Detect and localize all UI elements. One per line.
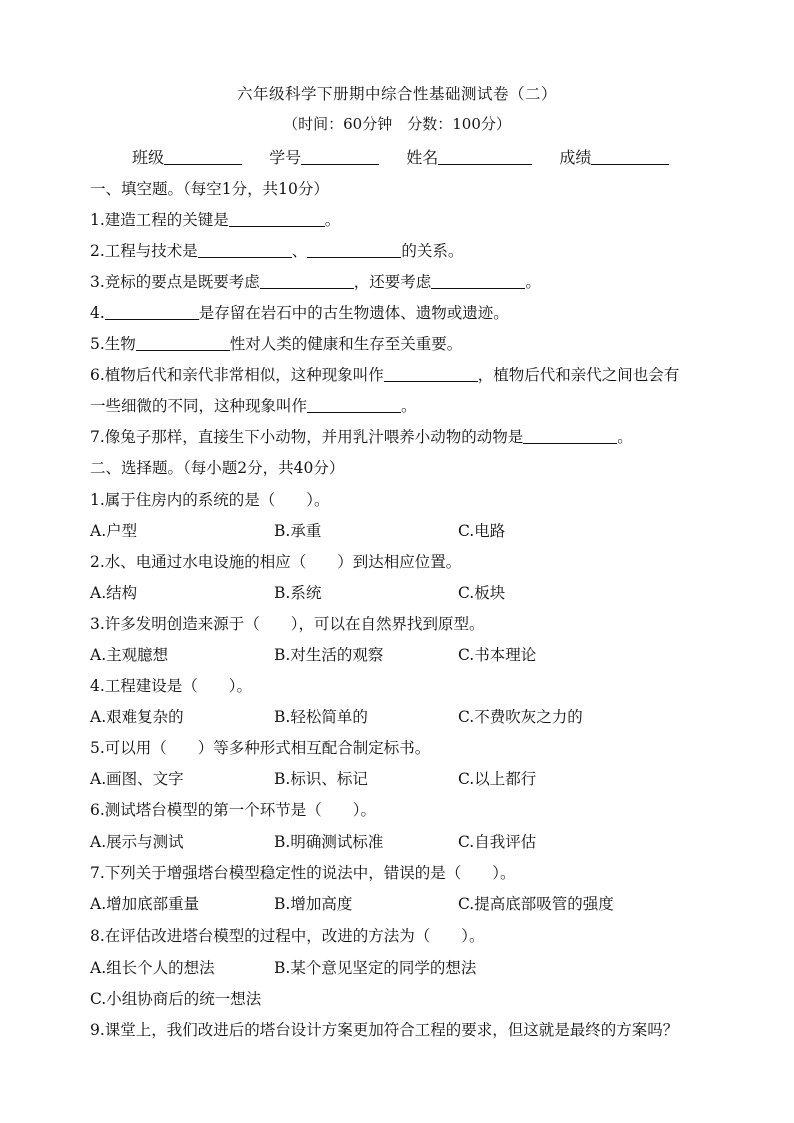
student-id-field: 学号 [269, 145, 379, 168]
option-c[interactable]: C.小组协商后的统一想法 [90, 990, 262, 1008]
answer-blank[interactable] [307, 243, 401, 258]
option-a[interactable]: A.结构 [90, 584, 138, 602]
option-b[interactable]: B.明确测试标准 [274, 833, 384, 851]
fill-question-5: 5.生物 性对人类的健康和生存至关重要。 [90, 335, 463, 353]
choice-question-stem: 1.属于住房内的系统的是（ ）。 [90, 491, 330, 509]
fill-question-6-continued: 一些细微的不同，这种现象叫作 。 [90, 397, 417, 415]
section1-heading: 一、填空题。（每空1分，共10分） [90, 180, 329, 198]
option-c[interactable]: C.提高底部吸管的强度 [458, 895, 614, 913]
choice-question-stem: 3.许多发明创造来源于（ ），可以在自然界找到原型。 [90, 615, 485, 633]
option-b[interactable]: B.增加高度 [274, 895, 353, 913]
score-blank[interactable] [591, 150, 669, 165]
class-field: 班级 [132, 145, 242, 168]
answer-blank[interactable] [198, 243, 292, 258]
option-c[interactable]: C.电路 [458, 522, 506, 540]
option-a[interactable]: A.艰难复杂的 [90, 708, 184, 726]
page-subtitle: （时间：60分钟 分数：100分） [283, 115, 511, 133]
choice-question-stem: 7.下列关于增强塔台模型稳定性的说法中，错误的是（ ）。 [90, 864, 516, 882]
fill-question-2: 2.工程与技术是 、 的关系。 [90, 242, 464, 260]
name-blank[interactable] [438, 150, 532, 165]
option-a[interactable]: A.主观臆想 [90, 646, 169, 664]
answer-blank[interactable] [384, 367, 478, 382]
class-blank[interactable] [164, 150, 242, 165]
fill-question-3: 3.竞标的要点是既要考虑 ，还要考虑 。 [90, 273, 541, 291]
option-a[interactable]: A.组长个人的想法 [90, 959, 215, 977]
score-field: 成绩 [559, 145, 669, 168]
option-a[interactable]: A.户型 [90, 522, 138, 540]
answer-blank[interactable] [229, 212, 325, 227]
option-b[interactable]: B.承重 [274, 522, 322, 540]
section2-heading: 二、选择题。（每小题2分，共40分） [90, 459, 345, 477]
page-title: 六年级科学下册期中综合性基础测试卷（二） [236, 85, 557, 103]
choice-question-stem: 4.工程建设是（ ）。 [90, 677, 253, 695]
answer-blank[interactable] [260, 274, 354, 289]
answer-blank[interactable] [105, 305, 199, 320]
option-c[interactable]: C.以上都行 [458, 770, 537, 788]
option-c[interactable]: C.不费吹灰之力的 [458, 708, 583, 726]
choice-question-stem: 2.水、电通过水电设施的相应（ ）到达相应位置。 [90, 553, 462, 571]
option-b[interactable]: B.某个意见坚定的同学的想法 [274, 959, 477, 977]
fill-question-6: 6.植物后代和亲代非常相似，这种现象叫作 ，植物后代和亲代之间也会有 [90, 366, 680, 384]
student-id-blank[interactable] [301, 150, 379, 165]
fill-question-7: 7.像兔子那样，直接生下小动物，并用乳汁喂养小动物的动物是 。 [90, 428, 633, 446]
option-b[interactable]: B.轻松简单的 [274, 708, 368, 726]
choice-question-stem: 6.测试塔台模型的第一个环节是（ ）。 [90, 801, 377, 819]
choice-question-stem: 5.可以用（ ）等多种形式相互配合制定标书。 [90, 739, 431, 757]
fill-question-4: 4. 是存留在岩石中的古生物遗体、遗物或遗迹。 [90, 304, 509, 322]
answer-blank[interactable] [523, 429, 617, 444]
choice-question-stem: 8.在评估改进塔台模型的过程中，改进的方法为（ ）。 [90, 927, 485, 945]
answer-blank[interactable] [136, 336, 230, 351]
option-a[interactable]: A.展示与测试 [90, 833, 184, 851]
fill-question-1: 1.建造工程的关键是 。 [90, 211, 341, 229]
option-a[interactable]: A.增加底部重量 [90, 895, 200, 913]
name-field: 姓名 [406, 145, 532, 168]
option-b[interactable]: B.标识、标记 [274, 770, 368, 788]
answer-blank[interactable] [431, 274, 525, 289]
option-b[interactable]: B.系统 [274, 584, 322, 602]
option-b[interactable]: B.对生活的观察 [274, 646, 384, 664]
option-a[interactable]: A.画图、文字 [90, 770, 184, 788]
choice-question-stem: 9.课堂上，我们改进后的塔台设计方案更加符合工程的要求，但这就是最终的方案吗？ [90, 1021, 679, 1039]
option-c[interactable]: C.板块 [458, 584, 506, 602]
answer-blank[interactable] [307, 398, 401, 413]
student-info-row [132, 145, 691, 168]
option-c[interactable]: C.书本理论 [458, 646, 537, 664]
option-c[interactable]: C.自我评估 [458, 833, 537, 851]
